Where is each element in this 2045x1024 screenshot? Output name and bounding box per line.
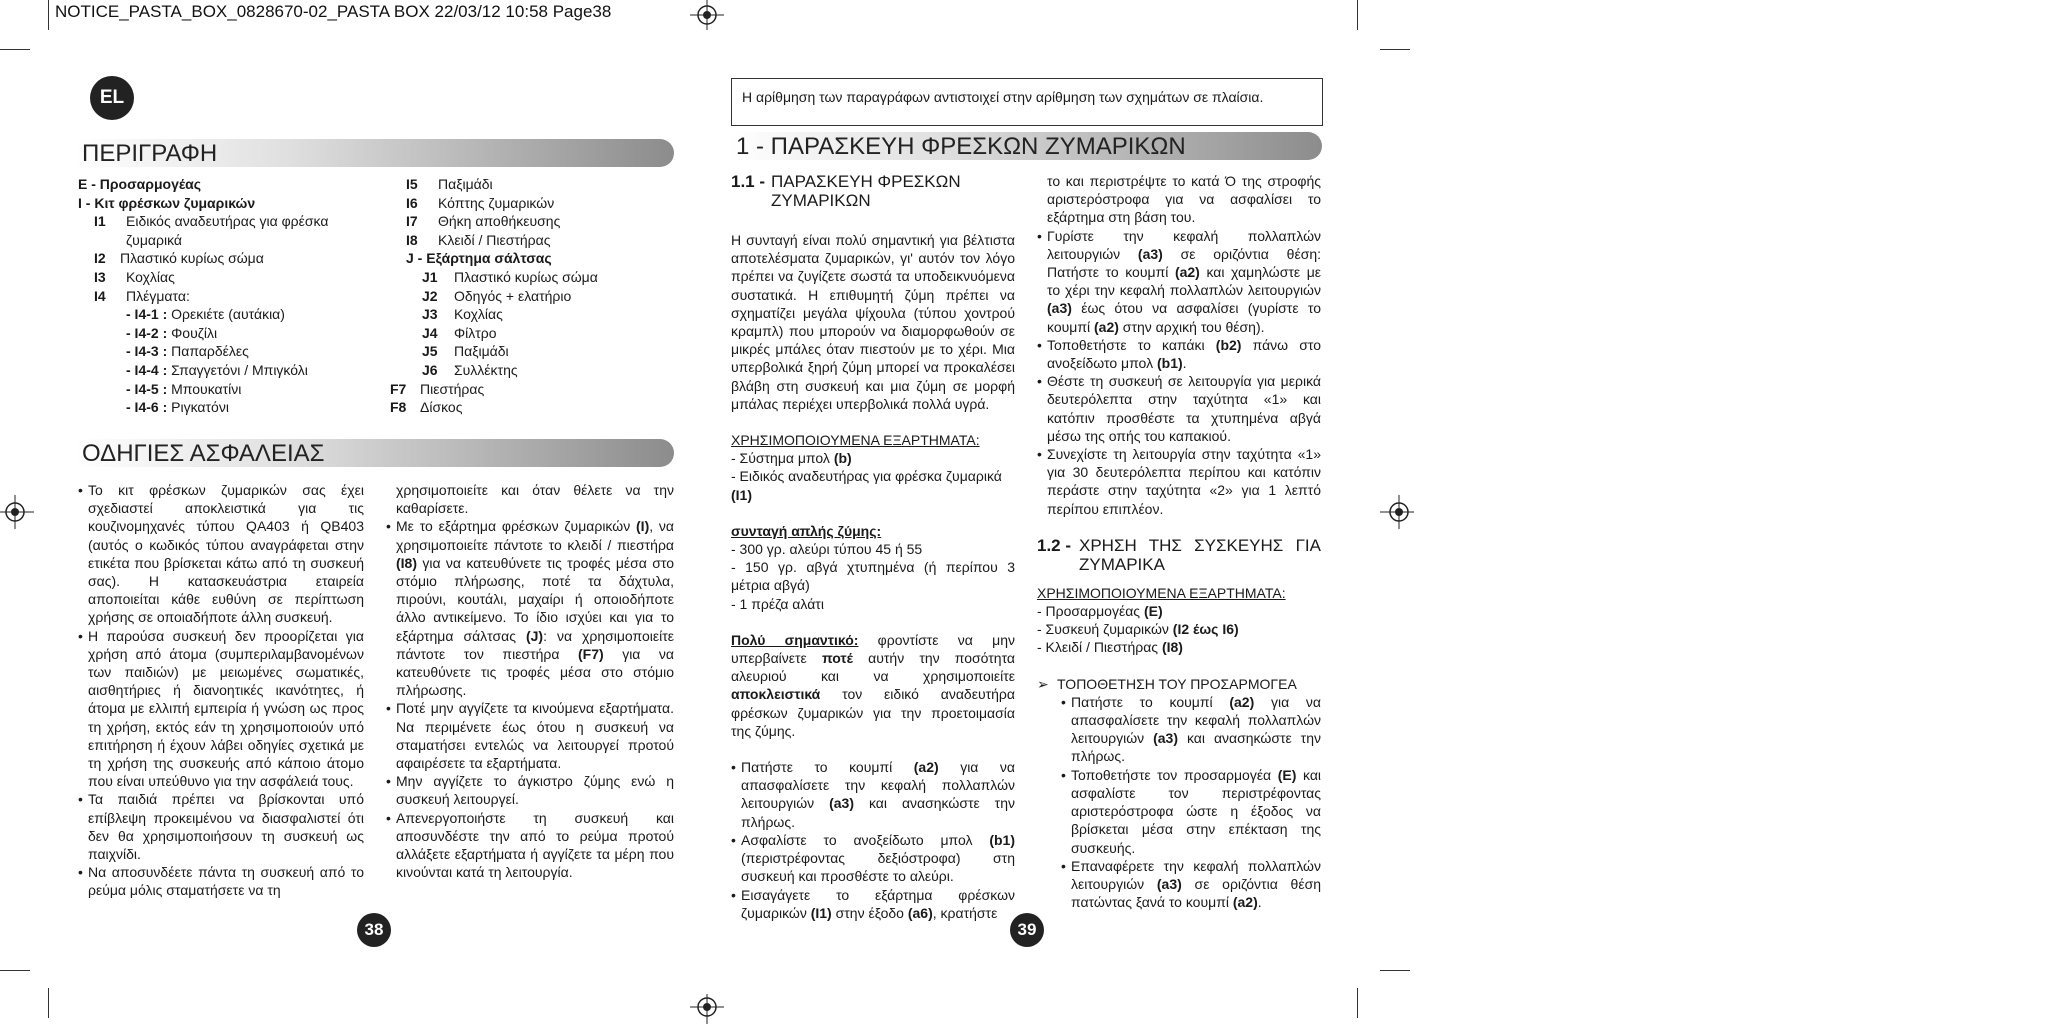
list-item: J3 Κοχλίας bbox=[422, 306, 503, 323]
note-text: Η αρίθμηση των παραγράφων αντιστοιχεί στην αρίθμηση των σχημάτων σε πλαίσια. bbox=[742, 89, 1264, 105]
crop-mark bbox=[1380, 49, 1410, 50]
list-item: I3 Κοχλίας bbox=[94, 268, 175, 285]
step-item: • Θέστε τη συσκευή σε λειτουργία για μερικά δευτερόλεπτα στην ταχύτητα «1» και κατόπιν προσθέστε τα χτυπημένα αβγά μέσω της οπής του καπακιού. bbox=[1037, 372, 1321, 445]
step-item: • Εισαγάγετε το εξάρτημα φρέσκων ζυμαρικών (I1) στην έξοδο (a6), κρατήστε bbox=[731, 886, 1015, 922]
safety-item: • Μην αγγίζετε το άγκιστρο ζύμης ενώ η συσκευή λειτουργεί. bbox=[386, 772, 674, 808]
list-item: I - Κιτ φρέσκων ζυμαρικών bbox=[78, 194, 256, 211]
crop-mark bbox=[48, 0, 49, 30]
usage-column bbox=[1037, 172, 1321, 911]
accessory-item: - Σύστημα μπολ (b) bbox=[731, 450, 852, 467]
accessory-item: - Προσαρμογέας (E) bbox=[1037, 603, 1163, 620]
recipe-item: - 1 πρέζα αλάτι bbox=[731, 595, 824, 612]
list-item: J6 Συλλέκτης bbox=[422, 361, 518, 378]
safety-item: • Ποτέ μην αγγίζετε τα κινούμενα εξαρτήματα. Να περιμένετε έως ότου η συσκευή να σταματήσει εντελώς να λειτουργεί προτού αφαιρέσετε τα εξαρτήματα. bbox=[386, 699, 674, 772]
crop-mark bbox=[1357, 988, 1358, 1018]
preparation-column bbox=[731, 172, 1015, 922]
note-box bbox=[731, 78, 1323, 126]
list-item: I8 Κλειδί / Πιεστήρας bbox=[406, 231, 551, 248]
accessory-item: - Ειδικός αναδευτήρας για φρέσκα ζυμαρικά (I1) bbox=[731, 468, 1002, 503]
description-list-right bbox=[390, 175, 680, 417]
page-number-right: 39 bbox=[1010, 913, 1044, 947]
list-item: - I4-5 : Μπουκατίνι bbox=[126, 380, 242, 397]
list-item: - I4-2 : Φουζίλι bbox=[126, 324, 218, 341]
safety-title: ΟΔΗΓΙΕΣ ΑΣΦΑΛΕΙΑΣ bbox=[82, 440, 325, 467]
step-item: • Επαναφέρετε την κεφαλή πολλαπλών λειτουργιών (a3) σε οριζόντια θέση πατώντας ξανά το κουμπί (a2). bbox=[1061, 857, 1321, 912]
safety-item: • Απενεργοποιήστε τη συσκευή και αποσυνδέστε την από το ρεύμα προτού αλλάξετε εξαρτήματα ή αγγίζετε τα μέρη που κινούνται κατά τη λειτουργία. bbox=[386, 809, 674, 882]
page-number-left: 38 bbox=[357, 913, 391, 947]
list-item: - I4-3 : Παπαρδέλες bbox=[126, 343, 249, 360]
safety-item: • Το κιτ φρέσκων ζυμαρικών σας έχει σχεδιαστεί αποκλειστικά για τις κουζινομηχανές τύπου QA403 ή QB403 (αυτός ο κωδικός τύπου αναγράφεται στην ετικέτα που βρίσκεται κάτω από τη συσκευή σας). Η κατασκευάστρια εταιρεία αποποιείται κάθε ευθύνη σε περίπτωση χρήσης σε οποιαδήποτε άλλη συσκευή. bbox=[78, 481, 364, 627]
description-list-left bbox=[78, 175, 398, 417]
fitting-adapter-heading: ➢ ΤΟΠΟΘΕΤΗΣΗ ΤΟΥ ΠΡΟΣΑΡΜΟΓΕΑ bbox=[1037, 675, 1297, 692]
crop-mark bbox=[1357, 0, 1358, 30]
subsection-1-2-heading: 1.2 - ΧΡΗΣΗ ΤΗΣ ΣΥΣΚΕΥΗΣ ΓΙΑ ΖΥΜΑΡΙΚΑ bbox=[1037, 535, 1321, 574]
registration-mark-icon bbox=[690, 990, 724, 1024]
fresh-pasta-title: 1 - ΠΑΡΑΣΚΕΥΗ ΦΡΕΣΚΩΝ ΖΥΜΑΡΙΚΩΝ bbox=[736, 133, 1186, 160]
accessories-title: ΧΡΗΣΙΜΟΠΟΙΟΥΜΕΝΑ ΕΞΑΡΤΗΜΑΤΑ: bbox=[1037, 584, 1286, 601]
list-item: F7 Πιεστήρας bbox=[390, 380, 485, 397]
crop-mark bbox=[0, 49, 30, 50]
step-item: • Πατήστε το κουμπί (a2) για να απασφαλίσετε την κεφαλή πολλαπλών λειτουργιών (a3) και ανασηκώστε την πλήρως. bbox=[731, 758, 1015, 831]
accessory-item: - Συσκευή ζυμαρικών (I2 έως I6) bbox=[1037, 621, 1239, 638]
description-section-bar bbox=[76, 139, 674, 167]
step-item: • Τοποθετήστε τον προσαρμογέα (E) και ασφαλίστε τον περιστρέφοντας αριστερόστροφα ώστε η έξοδος να βρίσκεται μέσα στην επέκταση της συσκευής. bbox=[1061, 766, 1321, 857]
safety-continuation: χρησιμοποιείτε και όταν θέλετε να την καθαρίσετε. bbox=[396, 482, 674, 517]
list-item: - I4-4 : Σπαγγετόνι / Μπιγκόλι bbox=[126, 361, 308, 378]
list-item: J5 Παξιμάδι bbox=[422, 343, 509, 360]
list-item: I2 Πλαστικό κυρίως σώμα bbox=[94, 250, 264, 267]
safety-column-1 bbox=[78, 481, 364, 900]
accessory-item: - Κλειδί / Πιεστήρας (I8) bbox=[1037, 639, 1183, 656]
step-item: • Συνεχίστε τη λειτουργία στην ταχύτητα «1» για 30 δευτερόλεπτα περίπου και κατόπιν περάστε στην ταχύτητα «2» για 1 λεπτό περίπου επιπλέον. bbox=[1037, 445, 1321, 518]
recipe-item: - 300 γρ. αλεύρι τύπου 45 ή 55 bbox=[731, 541, 923, 558]
crop-mark bbox=[1380, 970, 1410, 971]
registration-mark-icon bbox=[690, 0, 724, 34]
important-note: Πολύ σημαντικό: φροντίστε να μην υπερβαίνετε ποτέ αυτήν την ποσότητα αλευριού και να χρησιμοποιείτε αποκλειστικά τον ειδικό αναδευτήρα φρέσκων ζυμαρικών για την προετοιμασία της ζύμης. bbox=[731, 631, 1016, 739]
safety-column-2 bbox=[386, 481, 674, 881]
list-item: I5 Παξιμάδι bbox=[406, 176, 493, 192]
list-item: I4 Πλέγματα: bbox=[94, 287, 190, 304]
crop-mark bbox=[0, 970, 30, 971]
step-continuation: το και περιστρέψτε το κατά Ό της στροφής αριστερόστροφα για να ασφαλίσει το εξάρτημα στη βάση του. bbox=[1047, 173, 1321, 226]
language-badge: EL bbox=[90, 76, 134, 120]
step-item: • Ασφαλίστε το ανοξείδωτο μπολ (b1) (περιστρέφοντας δεξιόστροφα) στη συσκευή και προσθέστε το αλεύρι. bbox=[731, 831, 1015, 886]
safety-item: • Με το εξάρτημα φρέσκων ζυμαρικών (I), να χρησιμοποιείτε πάντοτε το κλειδί / πιεστήρα (I8) για να κατευθύνετε τις τροφές μέσα στο στόμιο πλήρωσης, ποτέ τα δάχτυλα, πιρούνι, κουτάλι, μαχαίρι ή οποιοδήποτε άλλο αντικείμενο. Το ίδιο ισχύει και για το εξάρτημα σάλτσας (J): να χρησιμοποιείτε πάντοτε τον πιεστήρα (F7) για να κατευθύνετε τις τροφές μέσα στο στόμιο πλήρωσης. bbox=[386, 517, 674, 699]
list-item: - I4-1 : Ορεκιέτε (αυτάκια) bbox=[126, 306, 285, 323]
crop-mark bbox=[48, 988, 49, 1018]
step-item: • Πατήστε το κουμπί (a2) για να απασφαλίσετε την κεφαλή πολλαπλών λειτουργιών (a3) και ανασηκώστε την πλήρως. bbox=[1061, 693, 1321, 766]
safety-item: • Η παρούσα συσκευή δεν προορίζεται για χρήση από άτομα (συμπεριλαμβανομένων των παιδιών) με μειωμένες σωματικές, αισθητήριες ή διανοητικές ικανότητες, ή άτομα με ελλιπή εμπειρία ή γνώση ως προς τη χρήση, εκτός εάν τη χρησιμοποιούν υπό επιτήρηση ή έχουν λάβει οδηγίες σχετικά με τη χρήση της συσκευής από κάποιο άτομο που είναι υπεύθυνο για την ασφάλειά τους. bbox=[78, 627, 364, 791]
list-item: J - Εξάρτημα σάλτσας bbox=[406, 250, 552, 267]
registration-mark-icon bbox=[1380, 495, 1414, 529]
step-item: • Τοποθετήστε το καπάκι (b2) πάνω στο ανοξείδωτο μπολ (b1). bbox=[1037, 336, 1321, 372]
list-item: ζυμαρικά bbox=[126, 231, 182, 248]
list-item: I1 Ειδικός αναδευτήρας για φρέσκα bbox=[94, 213, 329, 230]
recipe-item: - 150 γρ. αβγά χτυπημένα (ή περίπου 3 μέτρια αβγά) bbox=[731, 559, 1015, 594]
list-item: J2 Οδηγός + ελατήριο bbox=[422, 287, 572, 304]
arrow-icon: ➢ bbox=[1037, 675, 1049, 692]
list-item: F8 Δίσκος bbox=[390, 399, 463, 416]
safety-section-bar bbox=[76, 439, 674, 467]
step-item: • Γυρίστε την κεφαλή πολλαπλών λειτουργιών (a3) σε οριζόντια θέση: Πατήστε το κουμπί (a2) και χαμηλώστε με το χέρι την κεφαλή πολλαπλών λειτουργιών (a3) έως ότου να ασφαλίσει (γυρίστε το κουμπί (a2) στην αρχική του θέση). bbox=[1037, 227, 1321, 336]
print-header: NOTICE_PASTA_BOX_0828670-02_PASTA BOX 22/03/12 10:58 Page38 bbox=[55, 2, 612, 21]
list-item: I6 Κόπτης ζυμαρικών bbox=[406, 194, 555, 211]
registration-mark-icon bbox=[0, 495, 34, 529]
list-item: J4 Φίλτρο bbox=[422, 324, 497, 341]
safety-item: • Τα παιδιά πρέπει να βρίσκονται υπό επίβλεψη προκειμένου να διασφαλιστεί ότι δεν θα χρησιμοποιήσουν τη συσκευή ως παιχνίδι. bbox=[78, 790, 364, 863]
subsection-1-1-heading: 1.1 - ΠΑΡΑΣΚΕΥΗ ΦΡΕΣΚΩΝ ΖΥΜΑΡΙΚΩΝ bbox=[731, 172, 961, 210]
list-item: J1 Πλαστικό κυρίως σώμα bbox=[422, 268, 598, 285]
fresh-pasta-section-bar bbox=[730, 132, 1322, 160]
recipe-title: συνταγή απλής ζύμης: bbox=[731, 522, 882, 539]
list-item: E - Προσαρμογέας bbox=[78, 176, 202, 192]
intro-paragraph: Η συνταγή είναι πολύ σημαντική για βέλτιστα αποτελέσματα ζυμαρικών, γι' αυτόν τον λόγο πρέπει να ζυγίζετε σωστά τα υποδεικνυόμενα συστατικά. Η επιθυμητή ζύμη πρέπει να σχηματίζει μεγάλα ψίχουλα (τύπου χοντρού κραμπλ) που μπορούν να διαμορφωθούν σε μικρές μπάλες όταν πιεστούν με το χέρι. Μια υπερβολικά ξηρή ζύμη μπορεί να προκαλέσει βλάβη στη συσκευή και μια ζύμη σε μορφή μπάλας περιέχει υπερβολικά πολλά υγρά. bbox=[731, 232, 1015, 412]
description-title: ΠΕΡΙΓΡΑΦΗ bbox=[82, 140, 218, 167]
safety-item: • Να αποσυνδέετε πάντα τη συσκευή από το ρεύμα μόλις σταματήσετε να τη bbox=[78, 863, 364, 899]
accessories-title: ΧΡΗΣΙΜΟΠΟΙΟΥΜΕΝΑ ΕΞΑΡΤΗΜΑΤΑ: bbox=[731, 432, 980, 449]
list-item: I7 Θήκη αποθήκευσης bbox=[406, 213, 561, 230]
list-item: - I4-6 : Ριγκατόνι bbox=[126, 399, 229, 416]
